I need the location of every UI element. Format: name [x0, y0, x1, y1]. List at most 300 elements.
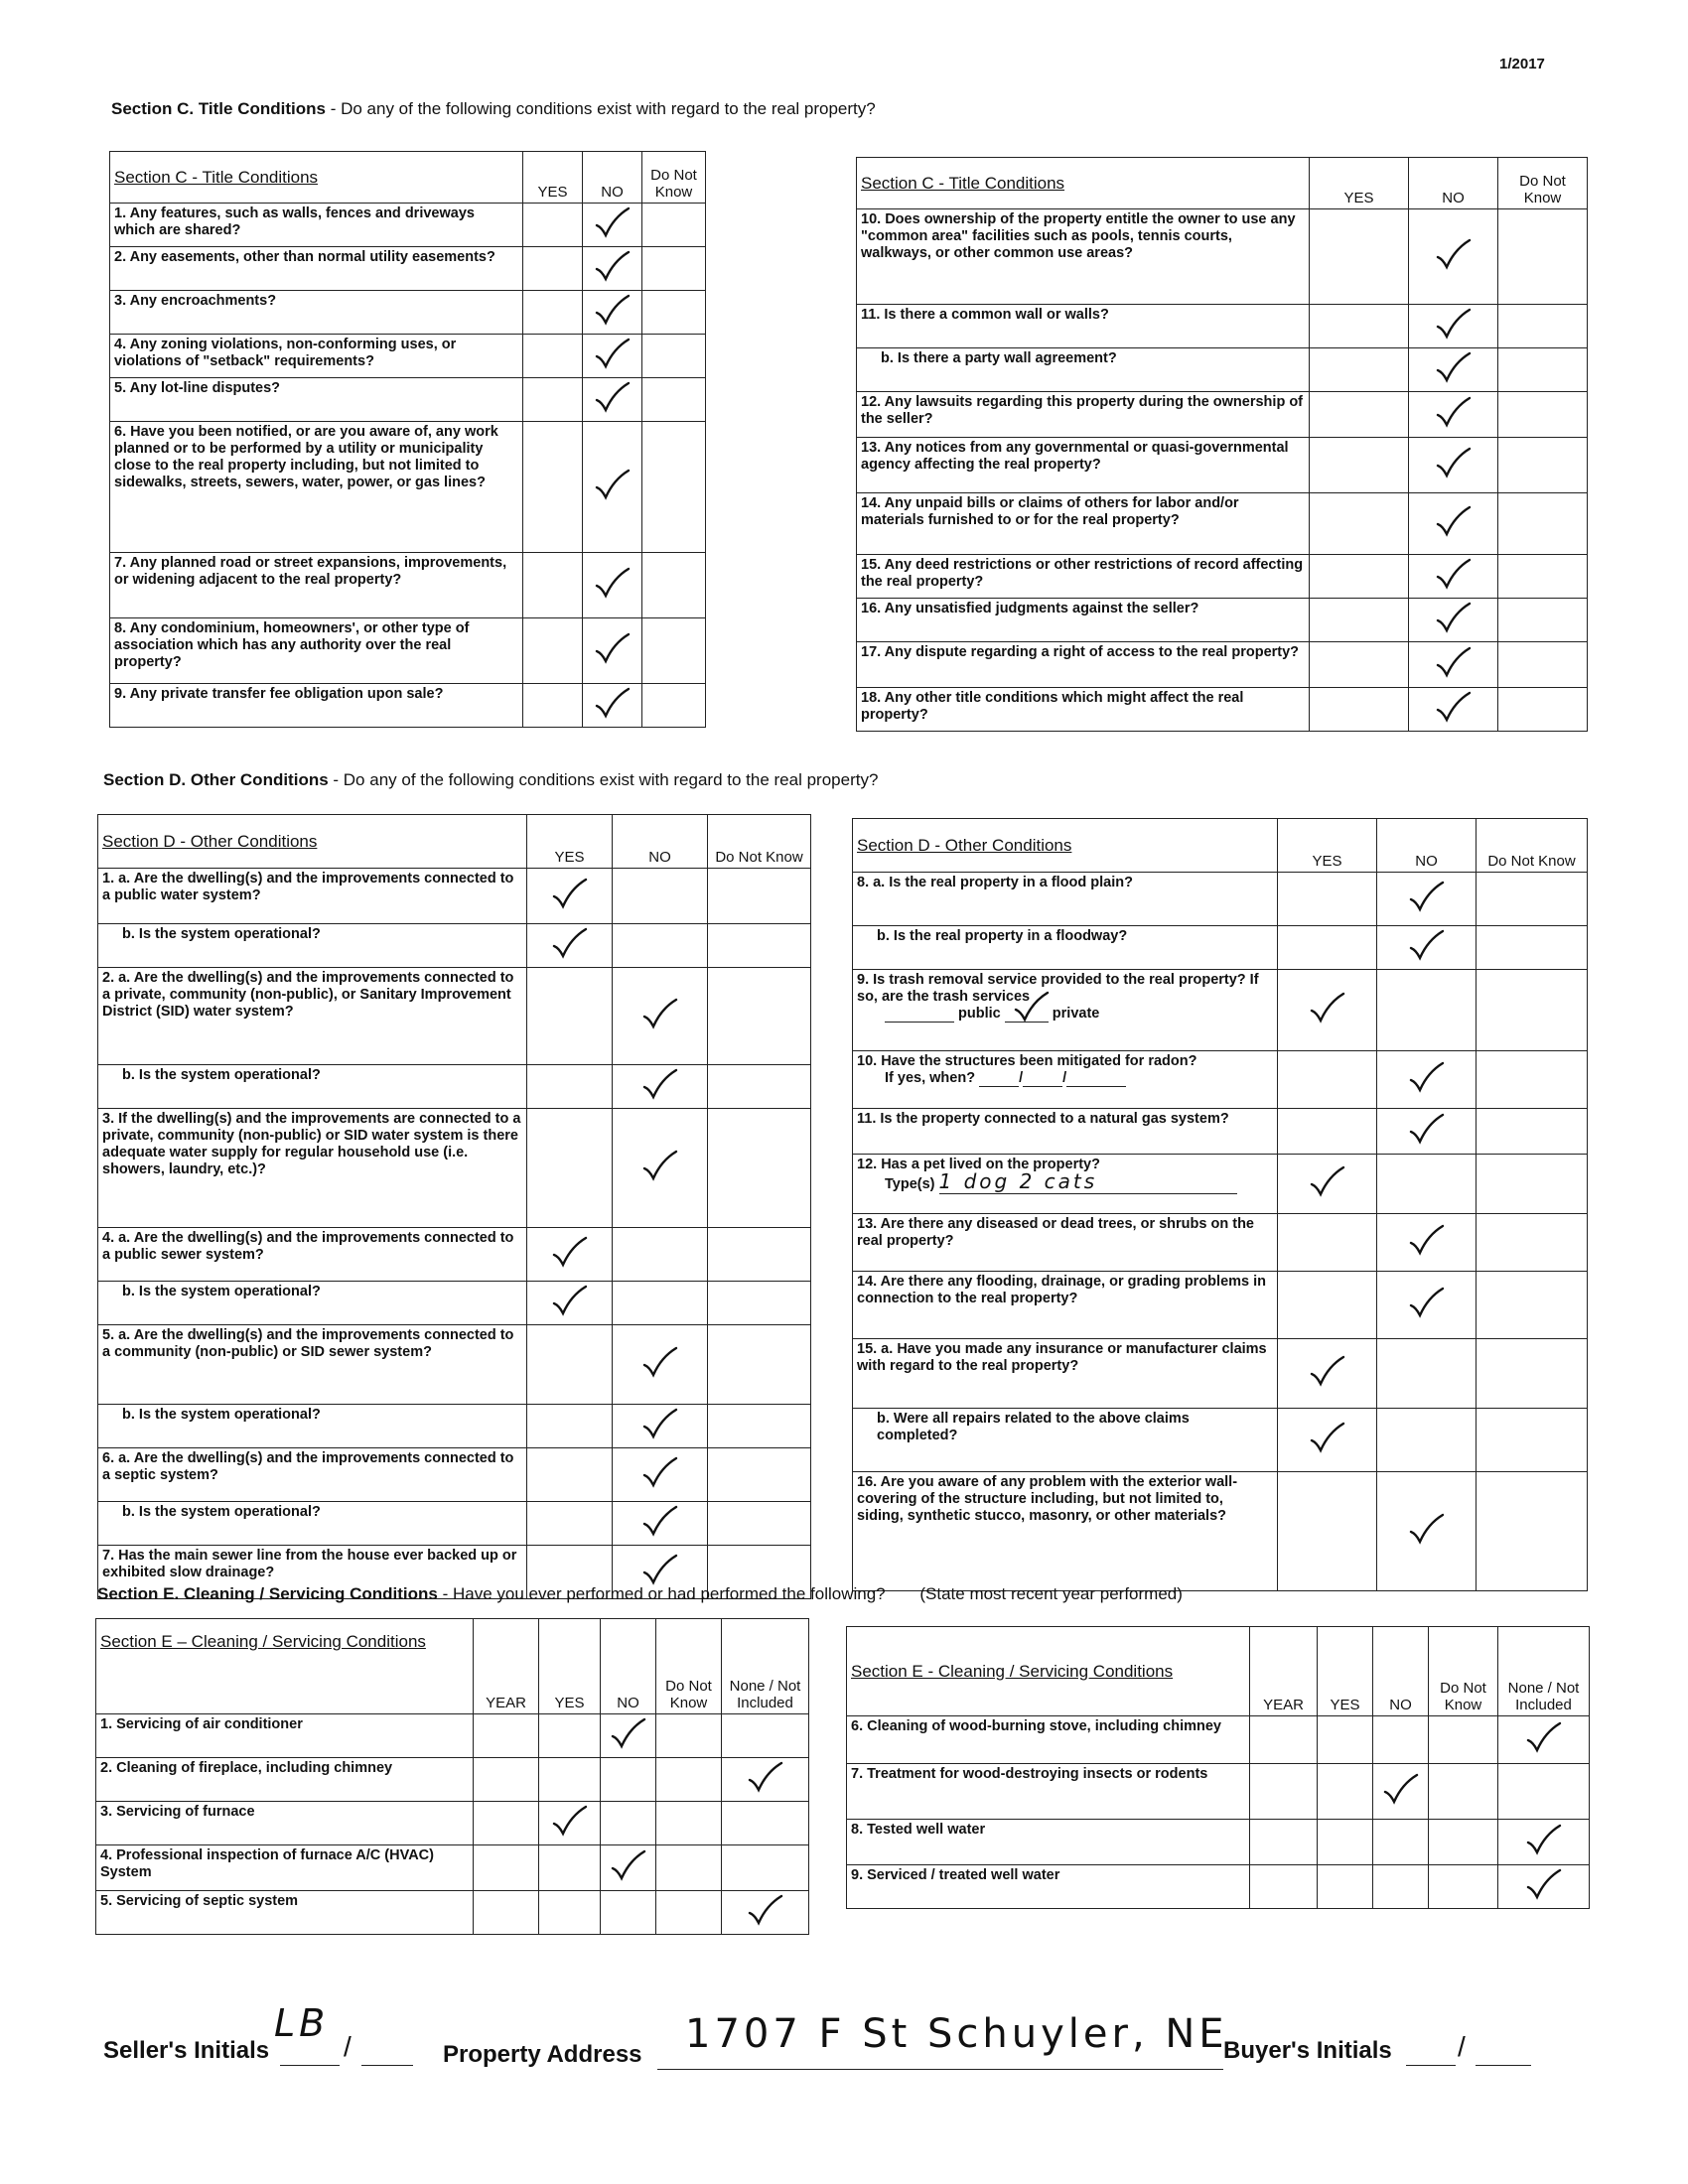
- question-text: [857, 438, 1310, 493]
- answer-yes[interactable]: [1310, 392, 1409, 438]
- answer-no[interactable]: [1409, 209, 1498, 305]
- checkmark-icon: [1525, 1720, 1563, 1754]
- answer-dnk[interactable]: [1477, 1409, 1588, 1472]
- answer-dnk[interactable]: [708, 1325, 811, 1405]
- table-row: [98, 1502, 811, 1546]
- checkmark-icon: [1408, 1060, 1446, 1094]
- answer-no[interactable]: [613, 1228, 708, 1282]
- col-none: None / Not Included: [722, 1619, 809, 1714]
- answer-no[interactable]: [583, 291, 642, 335]
- answer-year[interactable]: [1250, 1865, 1318, 1909]
- answer-yes[interactable]: [1278, 1409, 1377, 1472]
- answer-dnk[interactable]: [1498, 493, 1588, 555]
- answer-no[interactable]: [613, 1405, 708, 1448]
- section-e-right-table: [846, 1626, 1590, 1909]
- answer-dnk[interactable]: [642, 553, 706, 618]
- answer-year[interactable]: [1250, 1820, 1318, 1865]
- answer-no[interactable]: [1373, 1865, 1429, 1909]
- question-text: [857, 392, 1310, 438]
- answer-dnk[interactable]: [708, 1109, 811, 1228]
- table-row: [853, 873, 1588, 926]
- question-label: Any easements, other than normal utility easements?: [129, 249, 495, 265]
- question-number: 4. a.: [102, 1230, 131, 1246]
- question-label: Has a pet lived on the property?: [881, 1157, 1100, 1172]
- answer-yes[interactable]: [523, 291, 583, 335]
- col-dnk: Do Not Know: [708, 815, 811, 869]
- question-number: b.: [122, 1407, 135, 1423]
- answer-dnk[interactable]: [708, 1405, 811, 1448]
- answer-dnk[interactable]: [656, 1714, 722, 1758]
- table-row: [857, 348, 1588, 392]
- answer-dnk[interactable]: [708, 1065, 811, 1109]
- col-none: None / Not Included: [1498, 1627, 1590, 1716]
- answer-yes[interactable]: [1278, 1339, 1377, 1409]
- answer-no[interactable]: [1377, 1051, 1477, 1109]
- answer-yes[interactable]: [539, 1891, 601, 1935]
- question-text: [98, 924, 527, 968]
- question-number: 1.: [100, 1716, 113, 1732]
- question-text: [853, 873, 1278, 926]
- answer-yes[interactable]: [527, 869, 613, 924]
- question-text: [857, 493, 1310, 555]
- question-label: Is the real property in a flood plain?: [889, 875, 1133, 890]
- answer-dnk[interactable]: [1477, 970, 1588, 1051]
- checkmark-icon: [747, 1893, 784, 1927]
- answer-none[interactable]: [1498, 1764, 1590, 1820]
- answer-dnk[interactable]: [1498, 305, 1588, 348]
- answer-no[interactable]: [1377, 1109, 1477, 1155]
- answer-no[interactable]: [1409, 348, 1498, 392]
- answer-dnk[interactable]: [708, 1282, 811, 1325]
- checkmark-icon: [641, 1504, 679, 1538]
- question-label: Is the real property in a floodway?: [893, 928, 1128, 944]
- answer-dnk[interactable]: [1477, 1339, 1588, 1409]
- answer-no[interactable]: [583, 247, 642, 291]
- private-blank[interactable]: [1005, 1008, 1049, 1023]
- answer-year[interactable]: [474, 1891, 539, 1935]
- section-c-heading: Section C. Title Conditions - Do any of the following conditions exist with regard to the real property?: [111, 99, 876, 118]
- answer-yes[interactable]: [523, 618, 583, 684]
- answer-yes[interactable]: [527, 1325, 613, 1405]
- answer-none[interactable]: [1498, 1820, 1590, 1865]
- question-number: 8.: [851, 1822, 864, 1838]
- answer-yes[interactable]: [527, 924, 613, 968]
- answer-dnk[interactable]: [656, 1802, 722, 1845]
- answer-no[interactable]: [1409, 493, 1498, 555]
- checkmark-icon: [594, 686, 632, 720]
- question-number: b.: [122, 1504, 135, 1520]
- checkmark-icon: [1408, 1223, 1446, 1257]
- answer-no[interactable]: [613, 1502, 708, 1546]
- buyer-initials-line-1[interactable]: [1406, 2065, 1456, 2066]
- answer-yes[interactable]: [1318, 1764, 1373, 1820]
- answer-dnk[interactable]: [642, 684, 706, 728]
- question-number: 2.: [100, 1760, 113, 1776]
- answer-dnk[interactable]: [1477, 1109, 1588, 1155]
- answer-yes[interactable]: [1278, 1214, 1377, 1272]
- answer-dnk[interactable]: [1429, 1865, 1498, 1909]
- answer-none[interactable]: [1498, 1865, 1590, 1909]
- answer-yes[interactable]: [527, 1065, 613, 1109]
- answer-dnk[interactable]: [1498, 688, 1588, 732]
- answer-no[interactable]: [1377, 1214, 1477, 1272]
- answer-yes[interactable]: [523, 684, 583, 728]
- answer-none[interactable]: [722, 1891, 809, 1935]
- answer-yes[interactable]: [527, 1502, 613, 1546]
- answer-year[interactable]: [1250, 1716, 1318, 1764]
- answer-no[interactable]: [613, 1065, 708, 1109]
- question-label: Any other title conditions which might affect the real property?: [861, 690, 1244, 723]
- checkmark-icon: [747, 1760, 784, 1794]
- question-label: Are you aware of any problem with the exterior wall-covering of the structure including, but not limited to, siding, synthetic stucco, masonry, or other materials?: [857, 1474, 1238, 1524]
- answer-dnk[interactable]: [1498, 348, 1588, 392]
- answer-yes[interactable]: [523, 422, 583, 553]
- answer-yes[interactable]: [523, 204, 583, 247]
- question-label: Any unsatisfied judgments against the seller?: [884, 601, 1199, 616]
- answer-dnk[interactable]: [642, 247, 706, 291]
- question-text: [98, 1065, 527, 1109]
- answer-no[interactable]: [1373, 1820, 1429, 1865]
- answer-dnk[interactable]: [1429, 1820, 1498, 1865]
- table-row: [110, 335, 706, 378]
- question-number: 5.: [100, 1893, 113, 1909]
- property-address-line[interactable]: [657, 2069, 1223, 2070]
- question-label: Is the system operational?: [138, 1067, 321, 1083]
- answer-no[interactable]: [1377, 1155, 1477, 1214]
- answer-year[interactable]: [1250, 1764, 1318, 1820]
- answer-dnk[interactable]: [1498, 392, 1588, 438]
- question-label: Any lot-line disputes?: [129, 380, 281, 396]
- answer-yes[interactable]: [523, 247, 583, 291]
- table-title: Section C - Title Conditions: [110, 152, 523, 204]
- answer-no[interactable]: [583, 618, 642, 684]
- question-text: [857, 642, 1310, 688]
- question-label: Any dispute regarding a right of access to the real property?: [884, 644, 1300, 660]
- answer-yes[interactable]: [1310, 642, 1409, 688]
- answer-no[interactable]: [601, 1758, 656, 1802]
- answer-yes[interactable]: [1310, 688, 1409, 732]
- answer-yes[interactable]: [1310, 438, 1409, 493]
- answer-dnk[interactable]: [1498, 599, 1588, 642]
- answer-no[interactable]: [583, 422, 642, 553]
- col-yes: YES: [539, 1619, 601, 1714]
- answer-yes[interactable]: [539, 1802, 601, 1845]
- answer-yes[interactable]: [1310, 493, 1409, 555]
- answer-dnk[interactable]: [1429, 1764, 1498, 1820]
- answer-dnk[interactable]: [1498, 555, 1588, 599]
- col-dnk: Do Not Know: [656, 1619, 722, 1714]
- answer-year[interactable]: [474, 1714, 539, 1758]
- col-dnk: Do Not Know: [1498, 158, 1588, 209]
- answer-yes[interactable]: [523, 378, 583, 422]
- question-label: Are the dwelling(s) and the improvements connected to a community (non-public) or SID sewer system?: [102, 1327, 514, 1360]
- answer-dnk[interactable]: [708, 1502, 811, 1546]
- answer-no[interactable]: [1377, 1472, 1477, 1591]
- table-row: [98, 968, 811, 1065]
- answer-yes[interactable]: [527, 1282, 613, 1325]
- answer-dnk[interactable]: [708, 1228, 811, 1282]
- answer-dnk[interactable]: [642, 378, 706, 422]
- answer-yes[interactable]: [527, 1109, 613, 1228]
- answer-dnk[interactable]: [1477, 1155, 1588, 1214]
- question-text: [96, 1802, 474, 1845]
- question-label: Servicing of furnace: [116, 1804, 255, 1820]
- trash-private-label: private: [1052, 1006, 1100, 1022]
- checkmark-icon: [641, 1345, 679, 1379]
- table-title: Section D - Other Conditions: [98, 815, 527, 869]
- answer-dnk[interactable]: [1477, 926, 1588, 970]
- question-number: 3.: [102, 1111, 115, 1127]
- question-label: Any zoning violations, non-conforming uses, or violations of "setback" requirements?: [114, 337, 457, 369]
- answer-dnk[interactable]: [1429, 1716, 1498, 1764]
- answer-dnk[interactable]: [708, 869, 811, 924]
- checkmark-icon: [1309, 1164, 1346, 1198]
- checkmark-icon: [594, 293, 632, 327]
- answer-dnk[interactable]: [708, 968, 811, 1065]
- question-text: [853, 1155, 1278, 1214]
- question-number: 1. a.: [102, 871, 131, 887]
- table-row: [110, 378, 706, 422]
- table-row: [96, 1802, 809, 1845]
- answer-yes[interactable]: [1278, 1272, 1377, 1339]
- answer-no[interactable]: [1409, 305, 1498, 348]
- question-number: 18.: [861, 690, 882, 706]
- answer-no[interactable]: [613, 1448, 708, 1502]
- table-row: [857, 642, 1588, 688]
- answer-yes[interactable]: [1310, 305, 1409, 348]
- question-text: [853, 1409, 1278, 1472]
- answer-dnk[interactable]: [642, 335, 706, 378]
- question-number: b.: [122, 926, 135, 942]
- section-e-left-table: [95, 1618, 809, 1935]
- question-label: Have the structures been mitigated for radon?: [881, 1053, 1197, 1069]
- answer-dnk[interactable]: [1498, 642, 1588, 688]
- table-row: [110, 204, 706, 247]
- question-number: 4.: [100, 1847, 113, 1863]
- checkmark-icon: [610, 1716, 647, 1750]
- answer-no[interactable]: [1409, 555, 1498, 599]
- question-label: Is the system operational?: [138, 1407, 321, 1423]
- checkmark-icon: [1435, 350, 1473, 384]
- seller-initials-line-2[interactable]: [361, 2065, 413, 2066]
- question-number: 7.: [114, 555, 127, 571]
- answer-yes[interactable]: [1310, 348, 1409, 392]
- answer-yes[interactable]: [539, 1758, 601, 1802]
- question-text: [98, 968, 527, 1065]
- answer-none[interactable]: [722, 1845, 809, 1891]
- answer-no[interactable]: [1377, 926, 1477, 970]
- answer-no[interactable]: [613, 1109, 708, 1228]
- answer-dnk[interactable]: [642, 422, 706, 553]
- answer-no[interactable]: [613, 1325, 708, 1405]
- answer-yes[interactable]: [527, 968, 613, 1065]
- answer-yes[interactable]: [1278, 1109, 1377, 1155]
- table-row: [853, 1409, 1588, 1472]
- question-label: Any notices from any governmental or quasi-governmental agency affecting the real property?: [861, 440, 1289, 473]
- question-text: [857, 348, 1310, 392]
- checkmark-icon: [594, 631, 632, 665]
- answer-dnk[interactable]: [708, 924, 811, 968]
- answer-year[interactable]: [474, 1758, 539, 1802]
- table-row: [853, 1339, 1588, 1409]
- checkmark-icon: [594, 337, 632, 370]
- answer-no[interactable]: [1377, 873, 1477, 926]
- answer-yes[interactable]: [527, 1228, 613, 1282]
- answer-no[interactable]: [583, 684, 642, 728]
- answer-dnk[interactable]: [1477, 873, 1588, 926]
- answer-yes[interactable]: [1318, 1716, 1373, 1764]
- answer-no[interactable]: [1377, 1409, 1477, 1472]
- answer-yes[interactable]: [1278, 1472, 1377, 1591]
- answer-no[interactable]: [1409, 599, 1498, 642]
- question-text: [96, 1845, 474, 1891]
- answer-dnk[interactable]: [1498, 438, 1588, 493]
- question-label: Are there any diseased or dead trees, or shrubs on the real property?: [857, 1216, 1254, 1249]
- answer-no[interactable]: [613, 869, 708, 924]
- table-row: [857, 493, 1588, 555]
- answer-year[interactable]: [474, 1845, 539, 1891]
- answer-dnk[interactable]: [1477, 1272, 1588, 1339]
- question-text: [98, 1448, 527, 1502]
- question-number: b.: [122, 1284, 135, 1299]
- answer-dnk[interactable]: [1477, 1472, 1588, 1591]
- answer-yes[interactable]: [539, 1845, 601, 1891]
- answer-none[interactable]: [1498, 1716, 1590, 1764]
- checkmark-icon: [1435, 446, 1473, 479]
- answer-yes[interactable]: [1318, 1820, 1373, 1865]
- answer-dnk[interactable]: [708, 1448, 811, 1502]
- checkmark-icon: [594, 380, 632, 414]
- answer-no[interactable]: [601, 1891, 656, 1935]
- question-label: Are the dwelling(s) and the improvements connected to a septic system?: [102, 1450, 514, 1483]
- answer-yes[interactable]: [1310, 555, 1409, 599]
- answer-year[interactable]: [474, 1802, 539, 1845]
- answer-no[interactable]: [1373, 1764, 1429, 1820]
- question-text: [110, 247, 523, 291]
- table-row: [110, 247, 706, 291]
- answer-dnk[interactable]: [642, 204, 706, 247]
- answer-yes[interactable]: [1278, 873, 1377, 926]
- checkmark-icon: [551, 926, 589, 960]
- table-row: [98, 1405, 811, 1448]
- answer-no[interactable]: [613, 968, 708, 1065]
- table-row: [857, 392, 1588, 438]
- question-label: Any planned road or street expansions, improvements, or widening adjacent to the real property?: [114, 555, 507, 588]
- answer-yes[interactable]: [1318, 1865, 1373, 1909]
- answer-yes[interactable]: [523, 553, 583, 618]
- answer-yes[interactable]: [1278, 1051, 1377, 1109]
- col-yes: YES: [523, 152, 583, 204]
- table-title: Section C - Title Conditions: [857, 158, 1310, 209]
- question-label: Is there a common wall or walls?: [884, 307, 1109, 323]
- buyer-initials-line-2[interactable]: [1476, 2065, 1531, 2066]
- table-row: [853, 1155, 1588, 1214]
- answer-none[interactable]: [722, 1758, 809, 1802]
- answer-no[interactable]: [1373, 1716, 1429, 1764]
- answer-no[interactable]: [613, 1282, 708, 1325]
- answer-no[interactable]: [583, 553, 642, 618]
- answer-yes[interactable]: [527, 1405, 613, 1448]
- answer-dnk[interactable]: [1498, 209, 1588, 305]
- answer-no[interactable]: [1409, 392, 1498, 438]
- answer-yes[interactable]: [1310, 599, 1409, 642]
- answer-dnk[interactable]: [1477, 1051, 1588, 1109]
- answer-dnk[interactable]: [656, 1891, 722, 1935]
- seller-initials-line-1[interactable]: [280, 2065, 340, 2066]
- answer-yes[interactable]: [523, 335, 583, 378]
- answer-dnk[interactable]: [1477, 1214, 1588, 1272]
- col-yes: YES: [1310, 158, 1409, 209]
- question-label: Tested well water: [867, 1822, 986, 1838]
- radon-month-blank[interactable]: [979, 1072, 1019, 1087]
- answer-yes[interactable]: [527, 1448, 613, 1502]
- answer-dnk[interactable]: [642, 618, 706, 684]
- answer-no[interactable]: [583, 378, 642, 422]
- answer-no[interactable]: [1377, 1272, 1477, 1339]
- answer-dnk[interactable]: [656, 1845, 722, 1891]
- table-row: [98, 1109, 811, 1228]
- radon-day-blank[interactable]: [1023, 1072, 1062, 1087]
- question-number: b.: [877, 928, 890, 944]
- pet-type-value: 1 dog 2 cats: [938, 1169, 1098, 1193]
- table-row: [98, 1228, 811, 1282]
- table-row: [98, 1282, 811, 1325]
- answer-yes[interactable]: [1278, 970, 1377, 1051]
- question-number: 9.: [851, 1867, 864, 1883]
- checkmark-icon: [1382, 1772, 1420, 1806]
- question-number: 6. a.: [102, 1450, 131, 1466]
- question-text: [110, 335, 523, 378]
- answer-no[interactable]: [1409, 438, 1498, 493]
- table-row: [857, 438, 1588, 493]
- answer-yes[interactable]: [1278, 1155, 1377, 1214]
- checkmark-icon: [1435, 237, 1473, 271]
- answer-no[interactable]: [601, 1845, 656, 1891]
- answer-no[interactable]: [1409, 688, 1498, 732]
- answer-dnk[interactable]: [642, 291, 706, 335]
- question-label: Any unpaid bills or claims of others for labor and/or materials furnished to or for the real property?: [861, 495, 1239, 528]
- answer-no[interactable]: [1409, 642, 1498, 688]
- question-text: [110, 204, 523, 247]
- answer-yes[interactable]: [539, 1714, 601, 1758]
- public-blank[interactable]: [885, 1008, 954, 1023]
- answer-no[interactable]: [1377, 970, 1477, 1051]
- answer-no[interactable]: [601, 1802, 656, 1845]
- answer-no[interactable]: [601, 1714, 656, 1758]
- answer-no[interactable]: [583, 204, 642, 247]
- checkmark-icon: [1408, 928, 1446, 962]
- question-number: 16.: [861, 601, 882, 616]
- answer-no[interactable]: [613, 924, 708, 968]
- question-label: Has the main sewer line from the house ever backed up or exhibited slow drainage?: [102, 1548, 517, 1580]
- answer-no[interactable]: [1377, 1339, 1477, 1409]
- answer-yes[interactable]: [1310, 209, 1409, 305]
- answer-none[interactable]: [722, 1802, 809, 1845]
- radon-year-blank[interactable]: [1066, 1072, 1126, 1087]
- answer-no[interactable]: [583, 335, 642, 378]
- answer-none[interactable]: [722, 1714, 809, 1758]
- question-label: Have you made any insurance or manufacturer claims with regard to the real property?: [857, 1341, 1267, 1374]
- checkmark-icon: [1309, 1421, 1346, 1454]
- checkmark-icon: [551, 1235, 589, 1269]
- answer-dnk[interactable]: [656, 1758, 722, 1802]
- table-row: [847, 1820, 1590, 1865]
- answer-yes[interactable]: [1278, 926, 1377, 970]
- question-text: [853, 1339, 1278, 1409]
- col-no: NO: [1373, 1627, 1429, 1716]
- pet-type-field[interactable]: [938, 1169, 1237, 1194]
- checkmark-icon: [641, 1407, 679, 1440]
